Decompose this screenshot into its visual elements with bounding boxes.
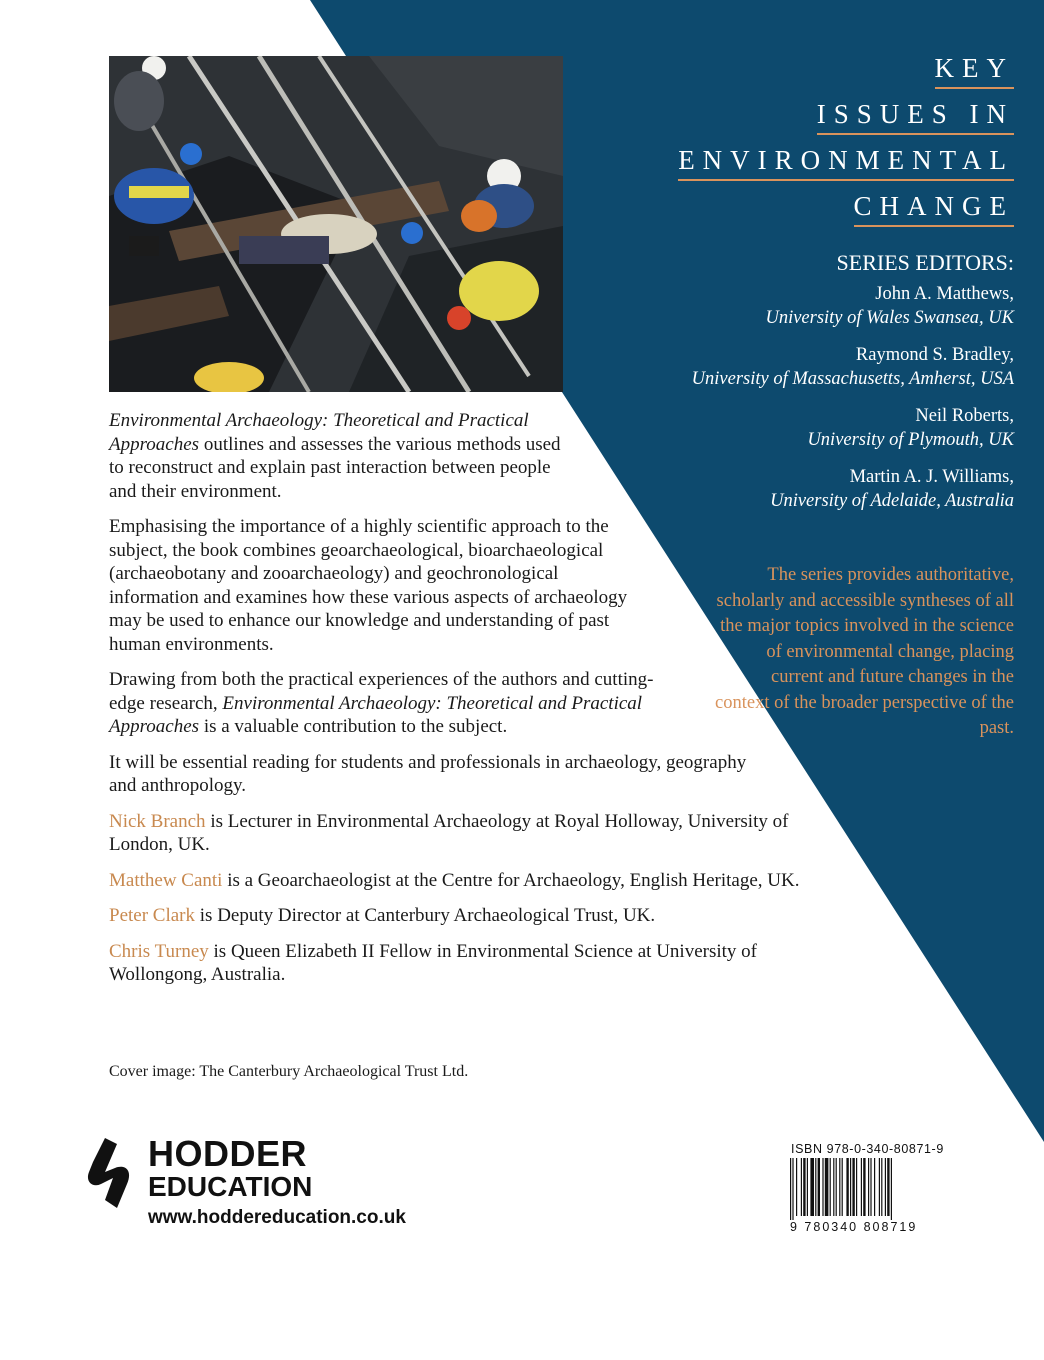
author-name: Peter Clark <box>109 905 196 926</box>
author-bio-text: is Deputy Director at Canterbury Archaeological Trust, UK. <box>195 905 656 926</box>
barcode-bar <box>833 1158 834 1216</box>
barcode-bar <box>891 1158 892 1220</box>
book-title: Environmental Archaeology: Theoretical and Practical Approaches <box>109 410 529 455</box>
barcode-bar <box>836 1158 837 1216</box>
editor-affiliation: University of Plymouth, UK <box>807 430 1014 450</box>
barcode-bar <box>885 1158 886 1216</box>
barcode-digits: 9 780340 808719 <box>790 1220 918 1234</box>
editor-name: Neil Roberts, <box>915 406 1014 426</box>
barcode-bar <box>868 1158 869 1216</box>
blurb-text: Drawing from both the practical experiences of the authors and cutting-edge research, <box>109 669 654 714</box>
barcode-bar <box>852 1158 854 1216</box>
publisher-url[interactable]: www.hoddereducation.co.uk <box>148 1207 406 1228</box>
barcode-bar <box>846 1158 848 1216</box>
barcode-bar <box>792 1158 793 1220</box>
blurb-text: outlines and assesses the various methods used to reconstruct and explain past interaction between people and their environment. <box>109 433 561 502</box>
barcode-bar <box>842 1158 843 1216</box>
series-title-line: ENVIRONMENTAL <box>678 144 1014 181</box>
editor-name: John A. Matthews, <box>875 284 1014 304</box>
author-name: Chris Turney <box>109 940 209 962</box>
blurb-paragraph: It will be essential reading for students and professionals in archaeology, geography and anthropology. <box>109 751 747 796</box>
barcode-bar <box>810 1158 814 1216</box>
editor-entry <box>692 343 1014 391</box>
cover-photo <box>109 56 563 392</box>
editor-entry <box>692 282 1014 330</box>
series-title-line: KEY <box>935 52 1015 89</box>
blurb <box>109 409 849 999</box>
blurb-paragraph <box>109 409 569 503</box>
barcode-bar <box>796 1158 797 1216</box>
editor-affiliation: University of Adelaide, Australia <box>770 491 1014 511</box>
barcode-bar <box>874 1158 875 1216</box>
series-editors-heading: SERIES EDITORS: <box>836 250 1014 275</box>
author-bio-text: is a Geoarchaeologist at the Centre for Archaeology, English Heritage, UK. <box>222 869 800 891</box>
barcode-bar <box>839 1158 840 1216</box>
publisher-name-line1: HODDER <box>148 1133 308 1174</box>
barcode-bar <box>807 1158 808 1216</box>
isbn-barcode <box>788 1158 948 1220</box>
author-name: Nick Branch <box>109 810 206 832</box>
barcode-bar <box>861 1158 862 1216</box>
barcode-bar <box>790 1158 791 1220</box>
series-title-line: ISSUES IN <box>817 98 1014 135</box>
author-name: Matthew Canti <box>109 869 223 891</box>
barcode-bar <box>870 1158 871 1216</box>
author-bio <box>109 810 849 857</box>
barcode-bar <box>825 1158 829 1216</box>
series-title-line: CHANGE <box>854 190 1015 227</box>
hodder-logo-icon <box>83 1138 137 1208</box>
barcode-bar <box>850 1158 851 1216</box>
blurb-paragraph <box>109 668 689 739</box>
barcode-bar <box>815 1158 816 1216</box>
blurb-text: is a valuable contribution to the subject. <box>199 716 508 737</box>
series-title <box>678 52 1014 227</box>
publisher-name-line2: EDUCATION <box>148 1171 313 1202</box>
editor-affiliation: University of Wales Swansea, UK <box>765 308 1014 328</box>
barcode-bar <box>830 1158 831 1216</box>
barcode-bar <box>879 1158 880 1216</box>
barcode-bar <box>887 1158 889 1216</box>
barcode-bar <box>818 1158 820 1216</box>
author-bio <box>109 904 849 928</box>
blurb-paragraph: Emphasising the importance of a highly scientific approach to the subject, the book combines geoarchaeological, bioarchaeological (archaeobotany and zooarchaeology) and geochronological information and examines how these various aspects of archaeology may be used to enhance our knowledge and understanding of past human environments. <box>109 516 628 655</box>
author-bio <box>109 869 849 893</box>
cover-credit: Cover image: The Canterbury Archaeological Trust Ltd. <box>109 1063 469 1080</box>
barcode-bar <box>856 1158 857 1216</box>
author-bio <box>109 940 849 987</box>
barcode-bar <box>801 1158 802 1216</box>
barcode-bar <box>863 1158 865 1216</box>
editor-name: Raymond S. Bradley, <box>855 345 1014 365</box>
author-bio-text: is Queen Elizabeth II Fellow in Environmental Science at University of Wollongong, Australia. <box>109 940 757 985</box>
book-title: Environmental Archaeology: Theoretical and Practical Approaches <box>109 692 643 737</box>
author-bio-text: is Lecturer in Environmental Archaeology at Royal Holloway, University of London, UK. <box>109 810 789 855</box>
series-description: The series provides authoritative, scholarly and accessible syntheses of all the major topics involved in the science of environmental change, placing current and future changes in the context of the broader perspective of the past. <box>715 565 1014 738</box>
barcode-bar <box>822 1158 823 1216</box>
barcode-bar <box>803 1158 805 1216</box>
editor-affiliation: University of Massachusetts, Amherst, USA <box>691 369 1014 389</box>
editor-name: Martin A. J. Williams, <box>849 467 1014 487</box>
isbn-label: ISBN 978-0-340-80871-9 <box>791 1142 944 1156</box>
barcode-bar <box>881 1158 882 1216</box>
